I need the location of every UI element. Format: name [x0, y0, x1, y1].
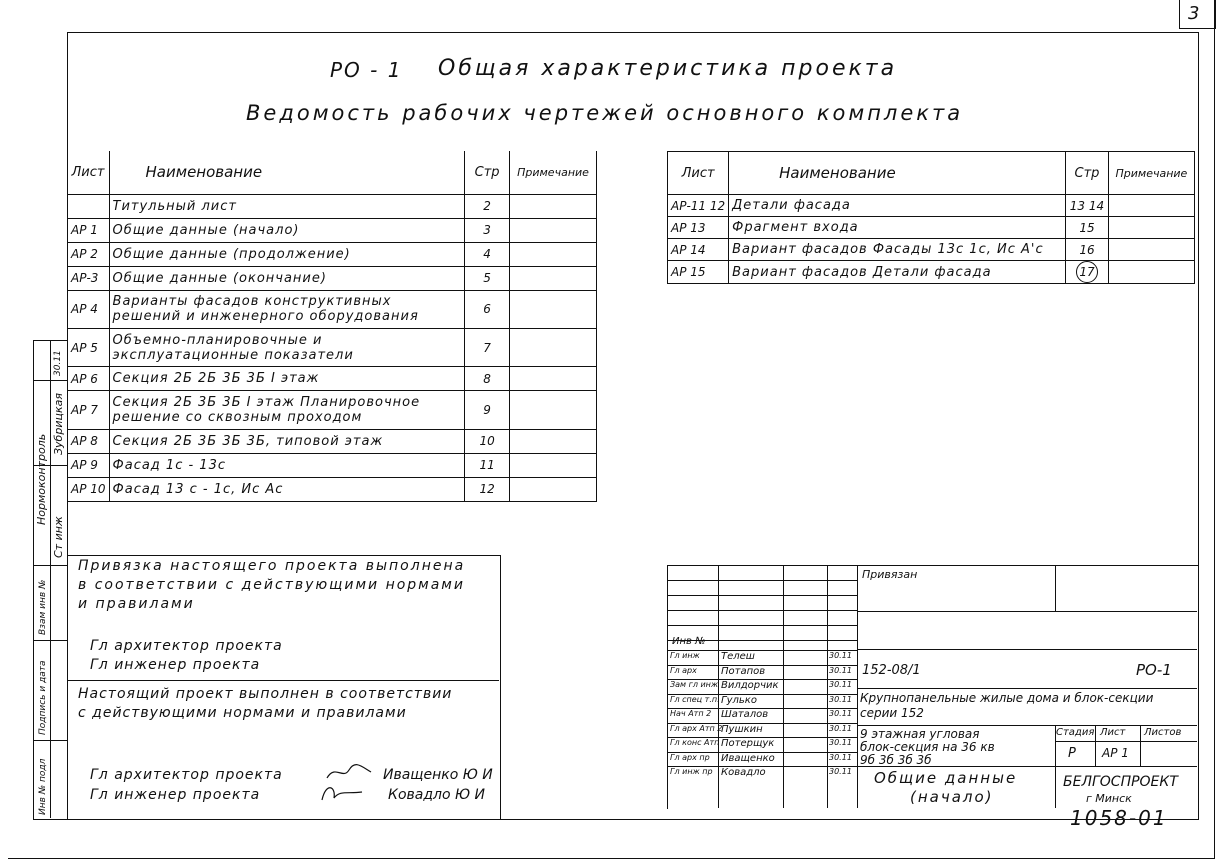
staff-name: Телеш — [721, 651, 755, 662]
staff-date: 30.11 — [829, 694, 852, 704]
page-cell: 16 — [1066, 239, 1109, 261]
table-row — [68, 242, 597, 266]
sheet-cell — [68, 194, 110, 218]
col-header-note: Примечание — [1108, 152, 1194, 195]
staff-date: 30.11 — [829, 723, 852, 733]
page-cell: 12 — [465, 477, 510, 501]
note-cell — [1108, 195, 1194, 217]
page-cell: 13 14 — [1066, 195, 1109, 217]
object-name-2: блок-секция на 36 кв — [860, 740, 995, 754]
name-cell: Общие данные (продолжение) — [109, 242, 465, 266]
project-name: Крупнопанельные жилые дома и блок-секции серии 152 — [860, 691, 1154, 720]
sheet-cell: АР 5 — [68, 328, 110, 366]
staff-date: 30.11 — [829, 767, 852, 776]
sheet-cell: АР 8 — [68, 429, 110, 453]
page-cell: 5 — [465, 266, 510, 290]
staff-name: Потерщук — [721, 738, 775, 749]
note-cell — [510, 242, 597, 266]
staff-date: 30.11 — [829, 738, 852, 747]
signature-scribble-2 — [318, 780, 368, 806]
page-subtitle: Ведомость рабочих чертежей основного комплекта — [246, 101, 964, 125]
org-city: г Минск — [1086, 792, 1132, 805]
name-cell: Титульный лист — [109, 194, 465, 218]
name-cell: Варианты фасадов конструктивных решений и инженерного оборудования — [109, 290, 465, 328]
col-header-name: Наименование — [109, 151, 465, 194]
table-row — [68, 477, 597, 501]
title-code: РО - 1 — [330, 58, 403, 82]
name-cell: Вариант фасадов Фасады 13с 1с, Ис А'с — [729, 239, 1066, 261]
staff-role: Гл инж — [670, 651, 700, 660]
table-row — [68, 453, 597, 477]
staff-role: Гл арх — [670, 665, 697, 675]
note-cell — [510, 290, 597, 328]
staff-name: Пушкин — [721, 723, 763, 735]
col-header-page: Стр — [465, 151, 510, 194]
note-cell — [510, 477, 597, 501]
table-row — [668, 195, 1195, 217]
right-drawings-table — [667, 151, 1195, 284]
page-cell: 7 — [465, 328, 510, 366]
name-cell: Секция 2Б 3Б 3Б I этаж Планировочное решение со сквозным проходом — [109, 391, 465, 429]
col-header-note: Примечание — [510, 151, 597, 194]
note-cell — [510, 453, 597, 477]
staff-role: Гл арх Атп 2 — [670, 723, 723, 733]
sheet-cell: АР 13 — [668, 217, 729, 239]
note-text-2b: с действующими нормами и правилами — [78, 705, 407, 721]
doc-title-1: Общие данные — [874, 769, 1018, 787]
staff-date: 30.11 — [829, 709, 852, 718]
page-cell: 8 — [465, 367, 510, 391]
page-title: Общая характеристика проекта — [438, 56, 898, 81]
sheet-cell: АР-3 — [68, 266, 110, 290]
note-cell — [1108, 261, 1194, 284]
name-cell: Общие данные (окончание) — [109, 266, 465, 290]
page-cell: 2 — [465, 194, 510, 218]
staff-role: Нач Атп 2 — [670, 709, 712, 718]
col-header-name: Наименование — [729, 152, 1066, 195]
note-cell — [510, 266, 597, 290]
col-header-sheet: Лист — [668, 152, 729, 195]
table-row — [68, 391, 597, 429]
name-cell: Фасад 1с - 13с — [109, 453, 465, 477]
page-cell — [1066, 261, 1109, 284]
sheet-cell: АР 10 — [68, 477, 110, 501]
note-text-1a: Привязка настоящего проекта выполнена — [78, 558, 466, 574]
note-cell — [1108, 217, 1194, 239]
note-text-1b: в соответствии с действующими нормами — [78, 577, 465, 593]
sheet-cell: АР-11 12 — [668, 195, 729, 217]
table-row — [668, 261, 1195, 284]
staff-name: Иващенко — [721, 752, 775, 764]
table-row — [68, 218, 597, 242]
stage-value: Р — [1068, 746, 1076, 761]
page-cell: 11 — [465, 453, 510, 477]
table-row — [668, 217, 1195, 239]
staff-role: Гл спец т.п. — [670, 694, 720, 704]
page-cell: 9 — [465, 391, 510, 429]
left-drawings-table — [67, 151, 597, 502]
name-cell: Фрагмент входа — [729, 217, 1066, 239]
project-code: 152-08/1 — [862, 663, 921, 678]
name-cell: Фасад 13 с - 1с, Ис Ас — [109, 477, 465, 501]
sheet-cell: АР 4 — [68, 290, 110, 328]
table-row — [68, 429, 597, 453]
staff-role: Зам гл инж — [670, 680, 719, 689]
name-cell: Вариант фасадов Детали фасада — [729, 261, 1066, 284]
note-role-1: Гл архитектор проекта — [90, 638, 283, 654]
note-text-1c: и правилами — [78, 596, 195, 612]
inv-no-label: Инв № — [672, 636, 706, 647]
staff-name: Потапов — [721, 665, 766, 677]
stamp-inv-podl: Инв № подл — [38, 758, 48, 815]
staff-date: 30.11 — [829, 680, 852, 689]
stamp-date: 30.11 — [53, 350, 63, 376]
page-number: 3 — [1188, 3, 1200, 24]
name-cell: Детали фасада — [729, 195, 1066, 217]
staff-name: Гулько — [721, 694, 757, 706]
table-row — [68, 367, 597, 391]
staff-role: Гл конс Атп — [670, 738, 720, 747]
sig-name-1: Иващенко Ю И — [383, 767, 493, 783]
staff-name: Вилдорчик — [721, 680, 779, 691]
note-cell — [510, 429, 597, 453]
sheet-label: Лист — [1100, 727, 1126, 738]
sig-role-2: Гл инженер проекта — [90, 787, 261, 803]
staff-date: 30.11 — [829, 752, 852, 762]
sheet-cell: АР 7 — [68, 391, 110, 429]
archive-number: 1058-01 — [1070, 806, 1168, 830]
object-name-1: 9 этажная угловая — [860, 727, 980, 741]
sheet-cell: АР 15 — [668, 261, 729, 284]
staff-date: 30.11 — [829, 651, 852, 660]
note-role-2: Гл инженер проекта — [90, 657, 261, 673]
staff-name: Шаталов — [721, 709, 769, 720]
page-cell: 3 — [465, 218, 510, 242]
sheets-label: Листов — [1144, 727, 1182, 738]
sig-role-1: Гл архитектор проекта — [90, 767, 283, 783]
note-cell — [1108, 239, 1194, 261]
stamp-zubritskaya: Зубрицкая — [52, 393, 65, 455]
doc-code: РО-1 — [1136, 661, 1172, 679]
note-cell — [510, 218, 597, 242]
sheet-value: АР 1 — [1102, 746, 1129, 760]
staff-role: Гл инж пр — [670, 767, 713, 776]
stage-label: Стадия — [1056, 727, 1095, 738]
stamp-normokontrol: Нормоконтроль — [35, 433, 48, 525]
stamp-st-inzh: Ст инж — [52, 516, 65, 558]
object-name-3: 9б 3б 3б 3б — [860, 753, 932, 767]
privyazan-label: Привязан — [862, 568, 918, 581]
table-row — [68, 328, 597, 366]
page-cell: 6 — [465, 290, 510, 328]
note-cell — [510, 367, 597, 391]
sheet-cell: АР 1 — [68, 218, 110, 242]
name-cell: Объемно-планировочные и эксплуатационные показатели — [109, 328, 465, 366]
sig-name-2: Ковадло Ю И — [388, 787, 486, 803]
note-cell — [510, 194, 597, 218]
page-cell: 4 — [465, 242, 510, 266]
table-row — [68, 194, 597, 218]
circled-page-number: 17 — [1076, 261, 1098, 283]
staff-name: Ковадло — [721, 767, 766, 778]
page-cell: 15 — [1066, 217, 1109, 239]
page-cell: 10 — [465, 429, 510, 453]
col-header-page: Стр — [1066, 152, 1109, 195]
stamp-vzam-inv: Взам инв № — [38, 579, 48, 635]
staff-role: Гл арх пр — [670, 752, 710, 762]
sheet-cell: АР 6 — [68, 367, 110, 391]
sheet-cell: АР 9 — [68, 453, 110, 477]
note-text-2a: Настоящий проект выполнен в соответствии — [78, 686, 453, 702]
sheet-cell: АР 2 — [68, 242, 110, 266]
note-cell — [510, 328, 597, 366]
sheet-cell: АР 14 — [668, 239, 729, 261]
org-name: БЕЛГОСПРОЕКТ — [1063, 774, 1178, 790]
col-header-sheet: Лист — [68, 151, 110, 194]
table-row — [68, 290, 597, 328]
stamp-signature-date: Подпись и дата — [38, 660, 48, 735]
name-cell: Общие данные (начало) — [109, 218, 465, 242]
name-cell: Секция 2Б 2Б 3Б 3Б I этаж — [109, 367, 465, 391]
table-row — [68, 266, 597, 290]
staff-date: 30.11 — [829, 665, 852, 675]
table-row — [668, 239, 1195, 261]
doc-title-2: (начало) — [910, 788, 994, 806]
name-cell: Секция 2Б 3Б 3Б 3Б, типовой этаж — [109, 429, 465, 453]
note-cell — [510, 391, 597, 429]
